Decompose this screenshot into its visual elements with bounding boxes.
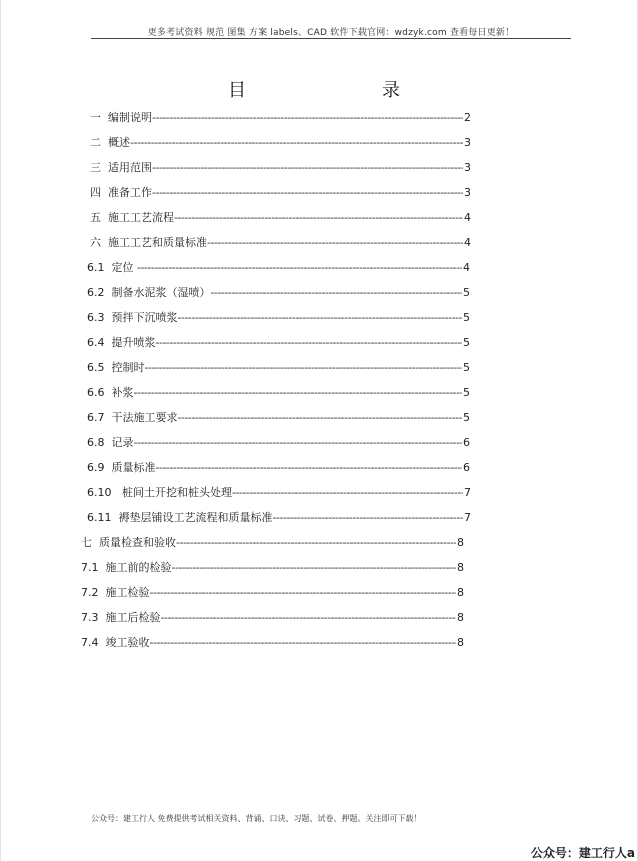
toc-dot-leader <box>211 286 463 299</box>
toc-dot-leader <box>178 411 463 424</box>
toc-entry[interactable] <box>90 234 471 250</box>
toc-entry-page-number: 8 <box>457 560 464 574</box>
toc-entry[interactable] <box>81 609 464 625</box>
toc-entry[interactable] <box>87 509 471 525</box>
toc-entry[interactable] <box>81 584 464 600</box>
toc-entry-page-number: 6 <box>463 435 470 449</box>
toc-dot-leader <box>232 486 463 499</box>
toc-entry[interactable] <box>81 559 464 575</box>
toc-entry-label: 6.2 制备水泥浆（湿喷） <box>87 286 211 299</box>
toc-entry[interactable] <box>87 359 470 375</box>
toc-entry[interactable] <box>81 534 464 550</box>
toc-entry-page-number: 5 <box>463 385 470 399</box>
watermark-text: 公众号：建工行人a <box>530 846 635 860</box>
toc-dot-leader <box>137 261 462 274</box>
toc-entry-page-number: 7 <box>464 510 471 524</box>
toc-entry-label: 五 施工工艺流程 <box>90 211 174 224</box>
toc-title-right: 录 <box>382 80 400 101</box>
toc-entry[interactable] <box>87 409 470 425</box>
toc-entry-page-number: 3 <box>464 160 471 174</box>
toc-entry-page-number: 8 <box>457 610 464 624</box>
toc-entry-page-number: 5 <box>463 410 470 424</box>
toc-dot-leader <box>178 311 463 324</box>
toc-dot-leader <box>152 111 463 124</box>
toc-dot-leader <box>172 561 457 574</box>
toc-entry-page-number: 7 <box>464 485 471 499</box>
toc-entry[interactable] <box>87 459 470 475</box>
toc-dot-leader <box>152 186 463 199</box>
toc-title-left: 目 <box>228 80 246 101</box>
toc-entry[interactable] <box>87 284 470 300</box>
toc-entry-page-number: 6 <box>463 460 470 474</box>
toc-entry-label: 6.3 预拌下沉喷浆 <box>87 311 178 324</box>
toc-entry-label: 6.1 定位 <box>87 261 137 274</box>
toc-entry[interactable] <box>87 309 470 325</box>
toc-entry[interactable] <box>87 384 470 400</box>
toc-entry-page-number: 4 <box>464 210 471 224</box>
toc-dot-leader <box>174 211 463 224</box>
toc-entry-label: 7.1 施工前的检验 <box>81 561 172 574</box>
toc-entry-label: 6.4 提升喷浆 <box>87 336 156 349</box>
toc-dot-leader <box>145 361 463 374</box>
toc-entry[interactable] <box>90 134 471 150</box>
toc-entry-page-number: 5 <box>463 360 470 374</box>
toc-entry-page-number: 5 <box>463 335 470 349</box>
toc-entry-label: 一 编制说明 <box>90 111 152 124</box>
toc-entry-label: 7.3 施工后检验 <box>81 611 161 624</box>
toc-entry[interactable] <box>81 634 464 650</box>
toc-entry[interactable] <box>87 259 470 275</box>
toc-entry-page-number: 8 <box>457 635 464 649</box>
toc-dot-leader <box>134 436 463 449</box>
toc-entry-label: 七 质量检查和验收 <box>81 536 176 549</box>
toc-entry-label: 6.11 褥垫层铺设工艺流程和质量标准 <box>87 511 273 524</box>
toc-dot-leader <box>130 136 463 149</box>
toc-entry-page-number: 4 <box>463 260 470 274</box>
toc-dot-leader <box>150 586 457 599</box>
toc-entry[interactable] <box>87 484 471 500</box>
toc-dot-leader <box>161 611 457 624</box>
toc-entry-page-number: 3 <box>464 185 471 199</box>
page-footer-text: 公众号：建工行人 免费提供考试相关资料、背诵、口诀、习题、试卷、押题。关注即可下载！ <box>91 814 422 823</box>
toc-entry[interactable] <box>90 209 471 225</box>
toc-entry-page-number: 4 <box>464 235 471 249</box>
toc-entry-label: 二 概述 <box>90 136 130 149</box>
toc-entry-page-number: 5 <box>463 285 470 299</box>
toc-entry-page-number: 3 <box>464 135 471 149</box>
toc-dot-leader <box>150 636 457 649</box>
toc-dot-leader <box>134 386 463 399</box>
toc-entry-label: 六 施工工艺和质量标准 <box>90 236 207 249</box>
toc-entry-label: 四 准备工作 <box>90 186 152 199</box>
toc-entry-label: 6.5 控制时 <box>87 361 145 374</box>
toc-entry-label: 6.8 记录 <box>87 436 134 449</box>
toc-dot-leader <box>156 461 463 474</box>
toc-entry-label: 三 适用范围 <box>90 161 152 174</box>
toc-entry[interactable] <box>90 159 471 175</box>
toc-entry-page-number: 5 <box>463 310 470 324</box>
toc-dot-leader <box>272 511 463 524</box>
toc-entry[interactable] <box>90 184 471 200</box>
page-header-text: 更多考试资料 规范 图集 方案 labels、CAD 软件下载官网：wdzyk.com 查看每日更新！ <box>147 28 515 38</box>
toc-entry-label: 6.9 质量标准 <box>87 461 156 474</box>
toc-entry[interactable] <box>87 334 470 350</box>
toc-entry-label: 6.10 桩间土开挖和桩头处理 <box>87 486 232 499</box>
toc-entry-page-number: 8 <box>457 585 464 599</box>
toc-entry-label: 6.7 干法施工要求 <box>87 411 178 424</box>
toc-entry-label: 6.6 补浆 <box>87 386 134 399</box>
toc-dot-leader <box>207 236 463 249</box>
toc-entry-page-number: 2 <box>464 110 471 124</box>
toc-entry-label: 7.4 竣工验收 <box>81 636 150 649</box>
toc-entry[interactable] <box>90 109 471 125</box>
toc-dot-leader <box>156 336 463 349</box>
toc-entry[interactable] <box>87 434 470 450</box>
toc-entry-label: 7.2 施工检验 <box>81 586 150 599</box>
toc-entry-page-number: 8 <box>457 535 464 549</box>
toc-dot-leader <box>152 161 463 174</box>
toc-dot-leader <box>176 536 456 549</box>
table-of-contents <box>1 0 638 861</box>
